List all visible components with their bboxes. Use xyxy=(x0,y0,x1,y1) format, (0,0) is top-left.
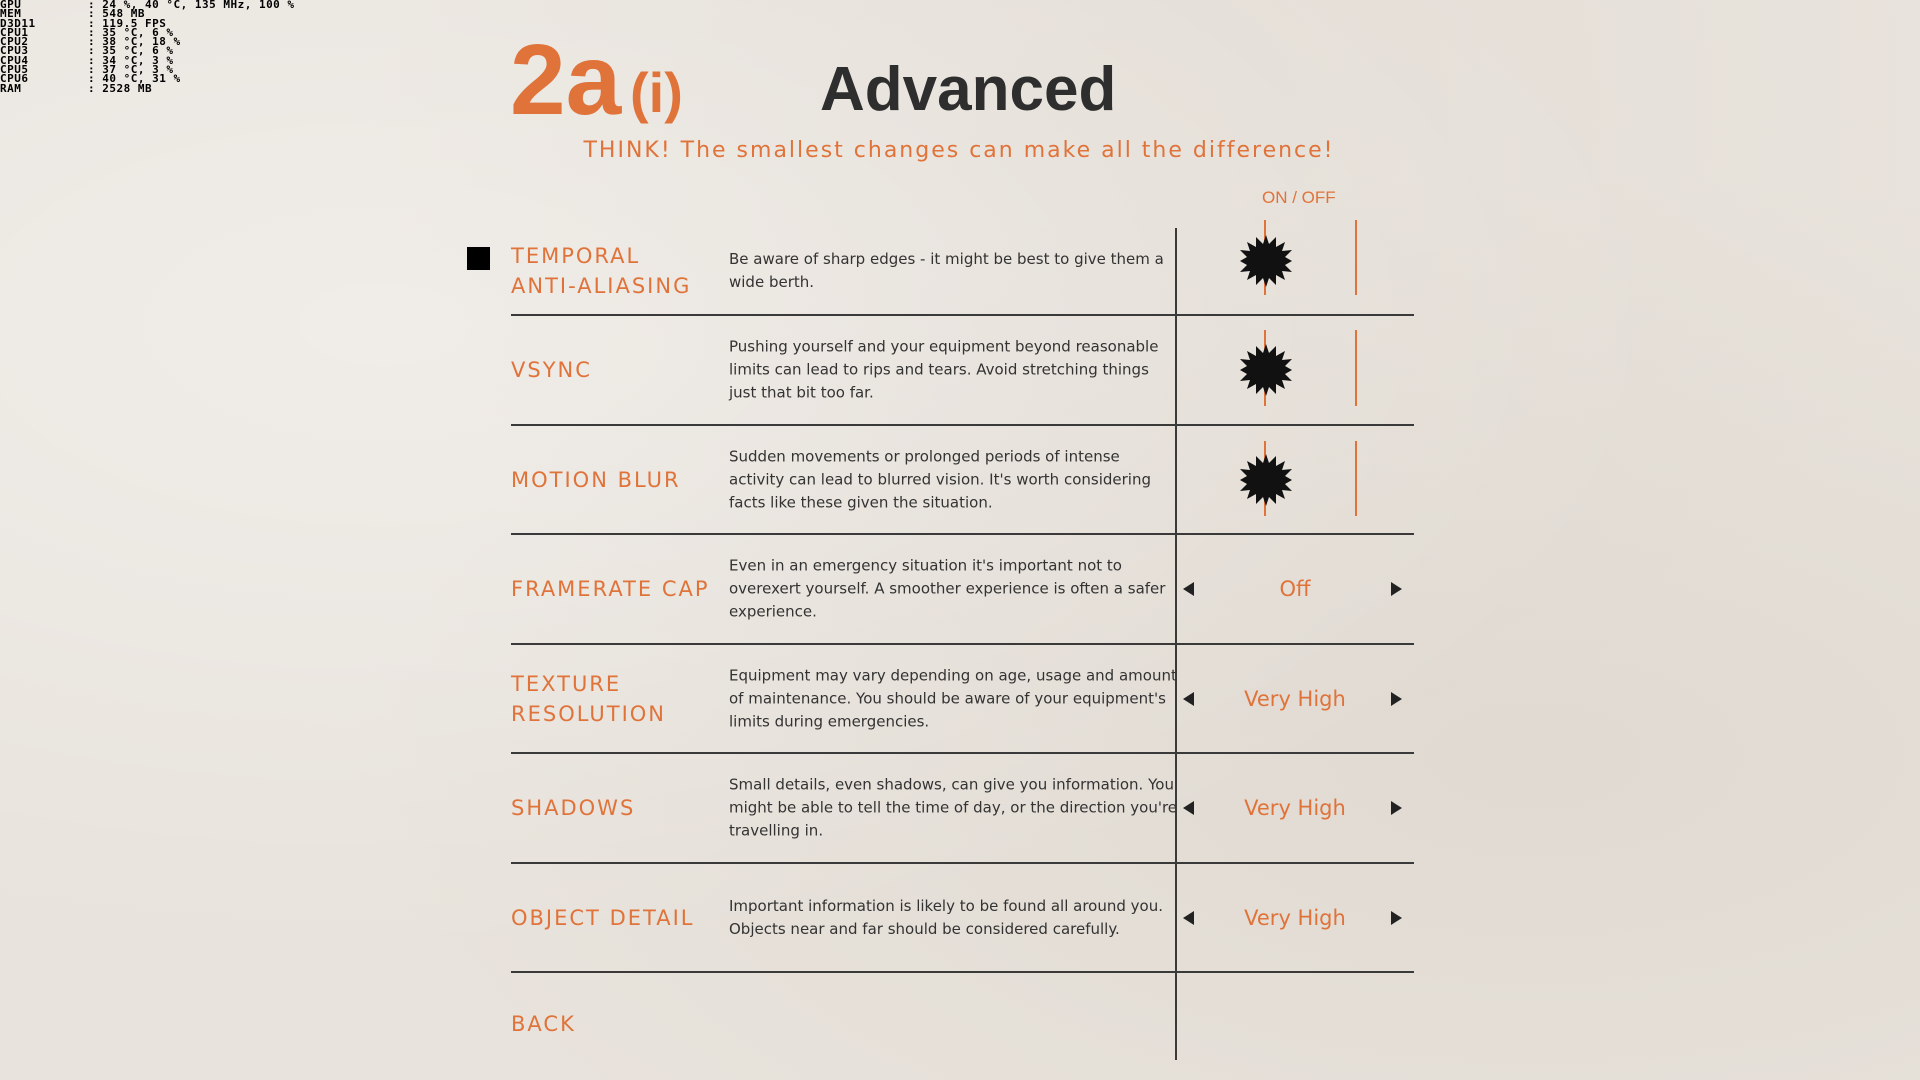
toggle-off-marker xyxy=(1355,330,1357,406)
overlay-row-gpu: GPU : 24 %, 40 °C, 135 MHz, 100 % xyxy=(0,0,295,11)
setting-row-framerate-cap[interactable] xyxy=(511,535,1414,645)
arrow-left-icon[interactable] xyxy=(1183,801,1194,815)
page-subtitle: THINK! The smallest changes can make all the difference! xyxy=(583,138,1335,163)
toggle-control[interactable] xyxy=(1176,426,1414,533)
arrow-right-icon[interactable] xyxy=(1391,582,1402,596)
setting-description: Be aware of sharp edges - it might be best to give them a wide berth. xyxy=(729,250,1164,291)
setting-row-object-detail[interactable] xyxy=(511,864,1414,973)
setting-label: VSYNC xyxy=(511,358,592,382)
overlay-row-d3d11: D3D11 : 119.5 FPS xyxy=(0,16,167,30)
setting-description: Small details, even shadows, can give you information. You might be able to tell the time of day, or the direction you're travelling in. xyxy=(729,775,1178,840)
page-title: Advanced xyxy=(820,55,1117,124)
option-value: Very High xyxy=(1244,796,1346,820)
overlay-row-cpu6: CPU6 : 40 °C, 31 % xyxy=(0,72,181,86)
option-value: Very High xyxy=(1244,686,1346,711)
setting-row-motion-blur[interactable] xyxy=(511,426,1414,535)
setting-label: FRAMERATE CAP xyxy=(511,577,710,601)
setting-label: SHADOWS xyxy=(511,796,636,820)
toggle-control[interactable] xyxy=(1176,316,1414,424)
overlay-row-cpu5: CPU5 : 37 °C, 3 % xyxy=(0,63,174,77)
setting-label: TEXTURE RESOLUTION xyxy=(511,671,667,726)
overlay-row-cpu3: CPU3 : 35 °C, 6 % xyxy=(0,44,174,58)
toggle-off-marker xyxy=(1355,220,1357,295)
toggle-control[interactable] xyxy=(1176,228,1414,314)
option-selector[interactable] xyxy=(1176,864,1414,971)
arrow-right-icon[interactable] xyxy=(1391,911,1402,925)
arrow-right-icon[interactable] xyxy=(1391,692,1402,706)
setting-description: Even in an emergency situation it's important not to overexert yourself. A smoother experience is often a safer experience. xyxy=(729,556,1166,621)
arrow-right-icon[interactable] xyxy=(1391,801,1402,815)
toggle-column-header: ON / OFF xyxy=(1262,188,1336,207)
setting-row-texture-resolution[interactable] xyxy=(511,645,1414,754)
toggle-on-burst-icon xyxy=(1240,235,1292,287)
overlay-row-cpu4: CPU4 : 34 °C, 3 % xyxy=(0,53,174,67)
setting-row-temporal-anti-aliasing[interactable] xyxy=(511,228,1414,316)
option-selector[interactable] xyxy=(1176,645,1414,752)
toggle-on-burst-icon xyxy=(1240,454,1292,506)
performance-overlay xyxy=(0,0,295,93)
option-value: Off xyxy=(1279,577,1311,601)
overlay-row-mem: MEM : 548 MB xyxy=(0,7,145,21)
overlay-row-cpu1: CPU1 : 35 °C, 6 % xyxy=(0,25,174,39)
setting-row-shadows[interactable] xyxy=(511,754,1414,864)
arrow-left-icon[interactable] xyxy=(1183,911,1194,925)
section-number: 2a xyxy=(510,24,622,136)
option-value: Very High xyxy=(1244,905,1346,930)
toggle-on-burst-icon xyxy=(1240,344,1292,396)
arrow-left-icon[interactable] xyxy=(1183,692,1194,706)
arrow-left-icon[interactable] xyxy=(1183,582,1194,596)
option-selector[interactable] xyxy=(1176,754,1414,862)
overlay-row-ram: RAM : 2528 MB xyxy=(0,81,153,95)
toggle-off-marker xyxy=(1355,441,1357,516)
setting-label: MOTION BLUR xyxy=(511,467,681,492)
section-sub-number: (i) xyxy=(630,61,683,124)
setting-row-vsync[interactable] xyxy=(511,316,1414,426)
option-selector[interactable] xyxy=(1176,535,1414,643)
back-button[interactable]: BACK xyxy=(511,1012,576,1036)
setting-label: OBJECT DETAIL xyxy=(511,905,695,930)
setting-description: Important information is likely to be found all around you. Objects near and far should be considered carefully. xyxy=(729,896,1163,938)
setting-description: Sudden movements or prolonged periods of intense activity can lead to blurred vision. It's worth considering facts like these given the situation. xyxy=(729,447,1151,511)
overlay-row-cpu2: CPU2 : 38 °C, 18 % xyxy=(0,35,181,49)
setting-description: Equipment may vary depending on age, usage and amount of maintenance. You should be aware of your equipment's limits during emergencies. xyxy=(729,666,1177,730)
setting-description: Pushing yourself and your equipment beyond reasonable limits can lead to rips and tears. Avoid stretching things just that bit too far. xyxy=(729,337,1159,402)
setting-label: TEMPORAL ANTI-ALIASING xyxy=(511,244,692,298)
selection-cursor-icon xyxy=(467,247,490,270)
